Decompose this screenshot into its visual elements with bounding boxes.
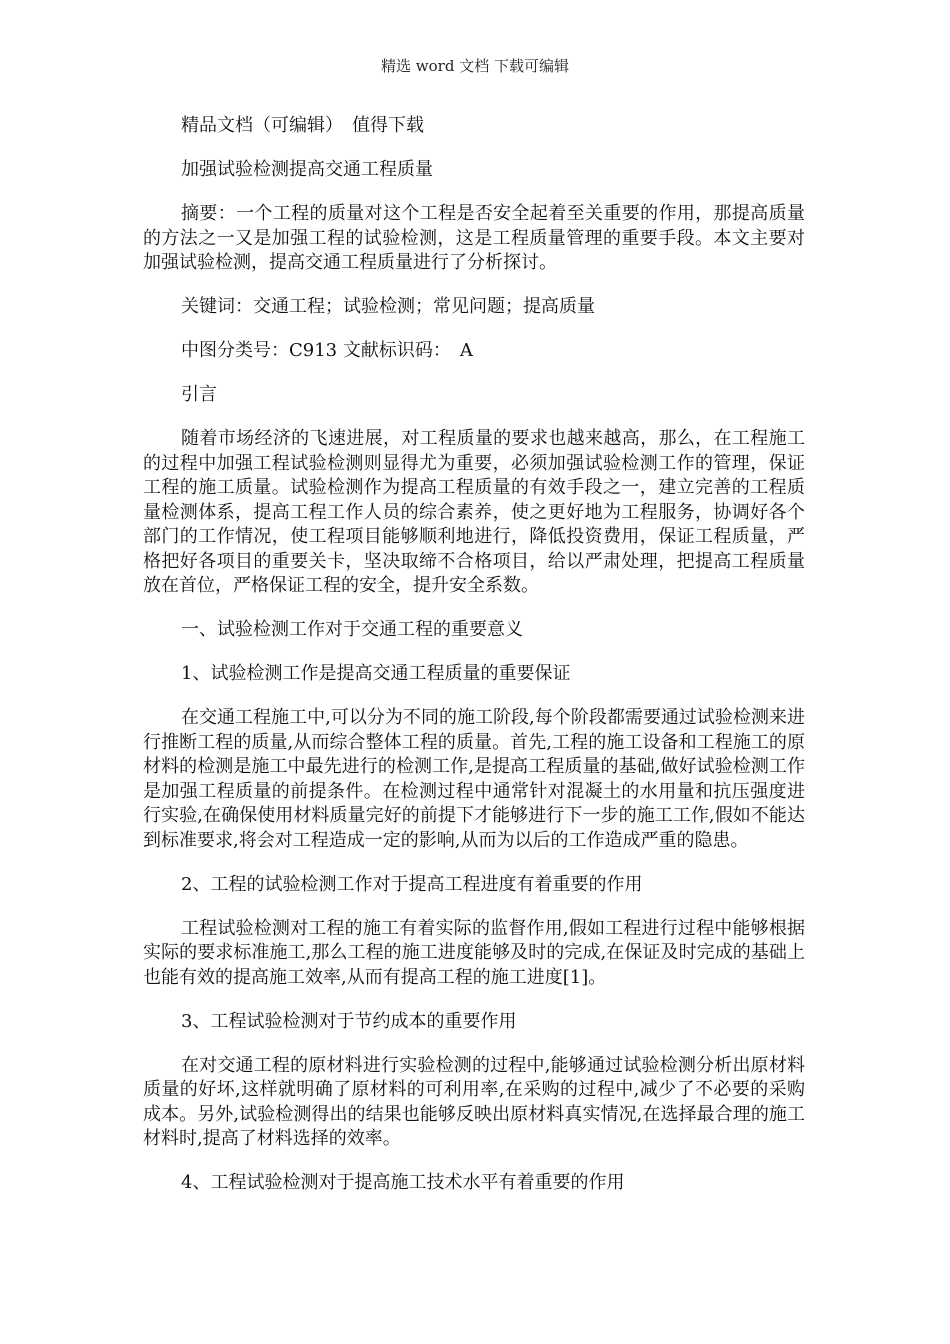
keywords-line: 关键词：交通工程；试验检测；常见问题；提高质量 xyxy=(181,296,595,317)
intro-heading: 引言 xyxy=(181,384,217,405)
sub2-paragraph: 工程试验检测对工程的施工有着实际的监督作用,假如工程进行过程中能够根据实际的要求标准施工,那么工程的施工进度能够及时的完成,在保证及时完成的基础上也能有效的提高施工效率,从而有提高工程的施工进度[1]。 xyxy=(143,917,805,988)
document-body xyxy=(143,114,805,1215)
sub4-heading: 4、工程试验检测对于提高施工技术水平有着重要的作用 xyxy=(181,1172,625,1193)
sub1-paragraph: 在交通工程施工中,可以分为不同的施工阶段,每个阶段都需要通过试验检测来进行推断工程的质量,从而综合整体工程的质量。首先,工程的施工设备和工程施工的原材料的检测是施工中最先进行的检测工作,是提高工程质量的基础,做好试验检测工作是加强工程质量的前提条件。在检测过程中通常针对混凝土的水用量和抗压强度进行实验,在确保使用材料质量完好的前提下才能够进行下一步的施工工作,假如不能达到标准要求,将会对工程造成一定的影响,从而为以后的工作造成严重的隐患。 xyxy=(143,707,805,851)
sub3-paragraph: 在对交通工程的原材料进行实验检测的过程中,能够通过试验检测分析出原材料质量的好坏,这样就明确了原材料的可利用率,在采购的过程中,减少了不必要的采购成本。另外,试验检测得出的结果也能够反映出原材料真实情况,在选择最合理的施工材料时,提高了材料选择的效率。 xyxy=(143,1054,805,1149)
page-header: 精选 word 文档 下载可编辑 xyxy=(381,57,569,75)
section1-heading: 一、试验检测工作对于交通工程的重要意义 xyxy=(181,619,523,640)
abstract-paragraph: 摘要：一个工程的质量对这个工程是否安全起着至关重要的作用，那提高质量的方法之一又是加强工程的试验检测，这是工程质量管理的重要手段。本文主要对加强试验检测，提高交通工程质量进行了分析探讨。 xyxy=(143,203,805,273)
article-title: 加强试验检测提高交通工程质量 xyxy=(181,159,433,180)
title-line: 精品文档（可编辑） 值得下载 xyxy=(181,115,424,136)
sub1-heading: 1、试验检测工作是提高交通工程质量的重要保证 xyxy=(181,663,571,684)
sub3-heading: 3、工程试验检测对于节约成本的重要作用 xyxy=(181,1010,517,1032)
sub2-heading: 2、工程的试验检测工作对于提高工程进度有着重要的作用 xyxy=(181,873,643,895)
intro-paragraph: 随着市场经济的飞速进展，对工程质量的要求也越来越高，那么，在工程施工的过程中加强工程试验检测则显得尤为重要，必须加强试验检测工作的管理，保证工程的施工质量。试验检测作为提高工程质量的有效手段之一，建立完善的工程质量检测体系，提高工程工作人员的综合素养，使之更好地为工程服务，协调好各个部门的工作情况，使工程项目能够顺利地进行，降低投资费用，保证工程质量，严格把好各项目的重要关卡，坚决取缔不合格项目，给以严肃处理，把提高工程质量放在首位，严格保证工程的安全，提升安全系数。 xyxy=(143,428,805,596)
classification-line: 中图分类号：C913 文献标识码： A xyxy=(181,340,473,361)
